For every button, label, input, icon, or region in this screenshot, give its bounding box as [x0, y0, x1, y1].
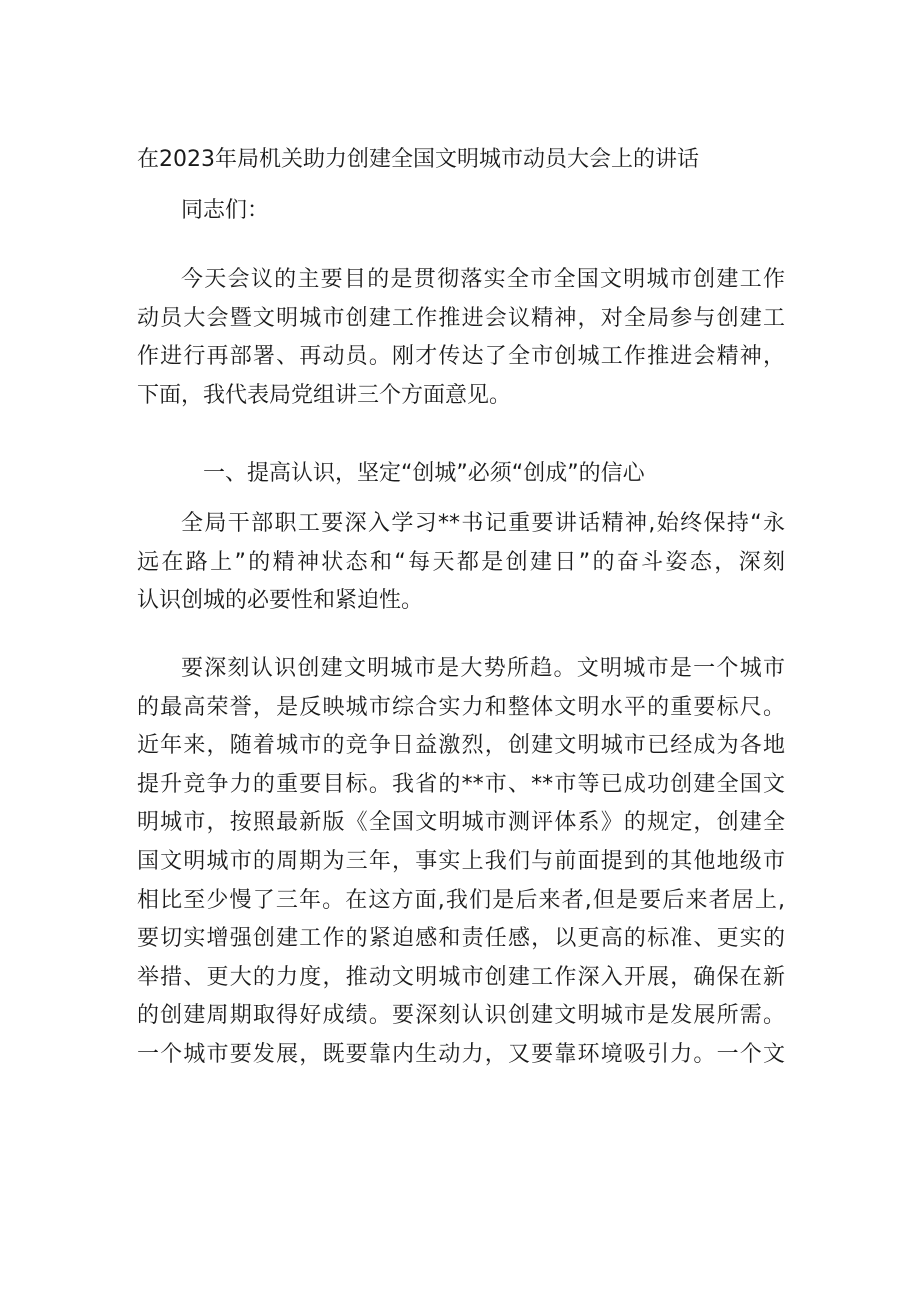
paragraph-line: 近年来，随着城市的竞争日益激烈，创建文明城市已经成为各地: [137, 733, 785, 759]
paragraph-line: 明城市，按照最新版《全国文明城市测评体系》的规定，创建全: [137, 810, 785, 836]
paragraph-line: 要切实增强创建工作的紧迫感和责任感，以更高的标准、更实的: [137, 926, 785, 952]
paragraph-line: 的创建周期取得好成绩。要深刻认识创建文明城市是发展所需。: [137, 1003, 785, 1029]
paragraph-line: 认识创城的必要性和紧迫性。: [137, 588, 424, 614]
paragraph-line: 下面，我代表局党组讲三个方面意见。: [137, 382, 512, 408]
paragraph-line: 国文明城市的周期为三年，事实上我们与前面提到的其他地级市: [137, 848, 785, 874]
paragraph-line: 的最高荣誉，是反映城市综合实力和整体文明水平的重要标尺。: [137, 694, 785, 720]
paragraph-section1-body: [137, 650, 785, 1075]
paragraph-line: 动员大会暨文明城市创建工作推进会议精神，对全局参与创建工: [137, 305, 785, 331]
paragraph-section1-intro: [137, 505, 785, 621]
paragraph-line: 举措、更大的力度，推动文明城市创建工作深入开展，确保在新: [137, 964, 785, 990]
section-heading-1: 一、提高认识，坚定“创城”必须“创成”的信心: [203, 461, 645, 486]
paragraph-opening: [137, 261, 785, 415]
paragraph-line: 全局干部职工要深入学习**书记重要讲话精神,始终保持“永: [181, 511, 785, 536]
salutation: 同志们：: [181, 198, 270, 223]
paragraph-line: 今天会议的主要目的是贯彻落实全市全国文明城市创建工作: [181, 267, 785, 292]
paragraph-line: 作进行再部署、再动员。刚才传达了全市创城工作推进会精神，: [137, 344, 785, 370]
paragraph-line: 一个城市要发展，既要靠内生动力，又要靠环境吸引力。一个文: [137, 1041, 785, 1067]
paragraph-line: 要深刻认识创建文明城市是大势所趋。文明城市是一个城市: [181, 656, 785, 681]
paragraph-line: 远在路上”的精神状态和“每天都是创建日”的奋斗姿态，深刻: [137, 549, 785, 575]
paragraph-line: 相比至少慢了三年。在这方面,我们是后来者,但是要后来者居上,: [137, 887, 785, 913]
paragraph-line: 提升竞争力的重要目标。我省的**市、**市等已成功创建全国文: [137, 771, 785, 797]
document-title: 在2023年局机关助力创建全国文明城市动员大会上的讲话: [137, 147, 699, 172]
